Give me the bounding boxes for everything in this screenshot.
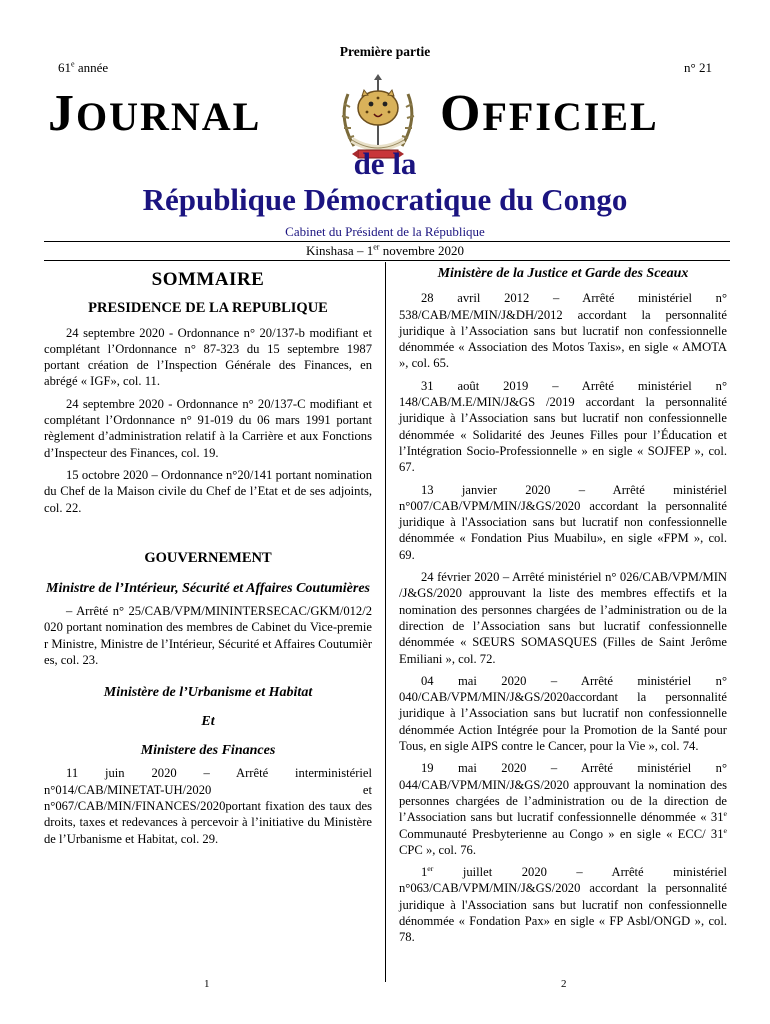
rule-bottom: [44, 260, 730, 261]
summary-entry: 28 avril 2012 – Arrêté ministériel n° 538/CAB/ME/MIN/J&DH/2012 accordant la personnalité juridique à l’Association sans but lucratif non confessionnelle dénommée « Association des Motos Taxis», en sigle « AMOTA », col. 65.: [399, 291, 727, 371]
summary-entry: 31 août 2019 – Arrêté ministériel n° 148/CAB/M.E/MIN/J&GS /2019 accordant la personnalité juridique à l’Association sans but lucratif non confessionnelle dénommée « Solidarité des Jeunes Filles pour l’Éducation et l’Intégration Socio-Professionnelle » en sigle « SOJFEP », col. 67.: [399, 378, 727, 475]
summary-entry: 24 septembre 2020 - Ordonnance n° 20/137-C modifiant et complétant l’Ordonnance n° 91-019 du 06 mars 1991 portant règlement d’administration relatif à la Carrière et aux Fonctions d’Inspecteur des Finances, col. 19.: [44, 396, 372, 460]
page-number-left: 1: [204, 978, 210, 990]
presidence-heading: PRESIDENCE DE LA REPUBLIQUE: [88, 300, 328, 317]
ministry-heading: Ministère de l’Urbanisme et Habitat: [103, 685, 313, 701]
summary-entry: 13 janvier 2020 – Arrêté ministériel n°007/CAB/VPM/MIN/J&GS/2020 accordant la personnalité juridique à l'Association sans but lucratif non confessionnelle dénommée « Fondation Pius Muabilu», en sigle «FPM », col. 69.: [399, 482, 727, 562]
sommaire-heading: SOMMAIRE: [151, 269, 265, 290]
gouvernement-heading: GOUVERNEMENT: [144, 549, 272, 566]
left-column: [44, 262, 372, 853]
title-journal: JOURNAL: [48, 85, 262, 142]
ministry-heading: Ministère de la Justice et Garde des Sceaux: [437, 266, 689, 281]
ministry-heading: Ministere des Finances: [140, 743, 276, 759]
issue-number: n° 21: [684, 60, 712, 75]
cabinet-line: Cabinet du Président de la République: [285, 224, 485, 239]
issue-date: Kinshasa – 1er novembre 2020: [306, 242, 464, 258]
part-label: Première partie: [339, 44, 431, 59]
summary-entry: – Arrêté n° 25/CAB/VPM/MININTERSECAC/GKM/012/2020 portant nomination des membres de Cabinet du Vice-premier Ministre, Ministre de l’Intérieur, Sécurité et Affaires Coutumières, col. 23.: [44, 604, 373, 668]
summary-entry: 15 octobre 2020 – Ordonnance n°20/141 portant nomination du Chef de la Maison civile du Chef de l’Etat et de ses adjoints, col. 22.: [44, 467, 372, 515]
summary-entry: 24 février 2020 – Arrêté ministériel n° 026/CAB/VPM/MIN /J&GS/2020 approuvant la liste des membres effectifs et la nomination des personnes chargées de l’administration ou de la direction de l’Association sans but lucratif confessionnelle dénommée « SŒURS SOMASQUES (Filles de Saint Jerôme Emiliani », col. 72.: [399, 570, 727, 666]
summary-entry: 24 septembre 2020 - Ordonnance n° 20/137-b modifiant et complétant l’Ordonnance n° 87-323 du 15 septembre 1987 portant création de l’Inspection Générale des Finances, en abrégé « IGF», col. 11.: [44, 325, 372, 389]
summary-entry: 11 juin 2020 – Arrêté interministériel n°014/CAB/MINETAT-UH/2020 et n°067/CAB/MIN/FINANCES/2020portant fixation des taux des droits, taxes et redevances à percevoir à l’initiative du Ministère de l’Urbanisme et Habitat, col. 29.: [44, 766, 372, 846]
title-de-la: de la: [353, 146, 417, 181]
page-number-right: 2: [561, 978, 567, 990]
column-divider: [385, 262, 386, 982]
year-label: 61e année: [58, 59, 109, 75]
ministry-heading: Ministre de l’Intérieur, Sécurité et Affaires Coutumières: [46, 581, 370, 597]
republic-title: République Démocratique du Congo: [142, 182, 628, 217]
rule-top: [44, 241, 730, 242]
right-column: [399, 262, 727, 952]
ministry-heading-et: Et: [201, 714, 215, 730]
summary-entry: 1er juillet 2020 – Arrêté ministériel n°063/CAB/VPM/MIN/J&GS/2020 accordant la personnalité juridique à l'Association sans but lucratif non confessionnelle dénommée « Fondation Pax» en sigle « FP Asbl/ONGD », col. 78.: [399, 863, 727, 945]
summary-entry: 04 mai 2020 – Arrêté ministériel n° 040/CAB/VPM/MIN/J&GS/2020accordant la personnalité juridique à l’Association sans but lucratif non confessionnelle dénommée Action Intégrée pour la Promotion de la Santé pour Tous, en sigle AIPS contre le Cancer, pour la Vie », col. 74.: [399, 673, 727, 754]
title-officiel: OFFICIEL: [440, 85, 659, 142]
summary-entry: 19 mai 2020 – Arrêté ministériel n° 044/CAB/VPM/MIN/J&GS/2020 approuvant la nomination des personnes chargées de l’administration ou de la direction de l’Association sans but lucratif confessionnelle dénommée « 31e Communauté Presbyterienne au Congo » en sigle « ECC/ 31e CPC », col. 76.: [399, 761, 727, 857]
